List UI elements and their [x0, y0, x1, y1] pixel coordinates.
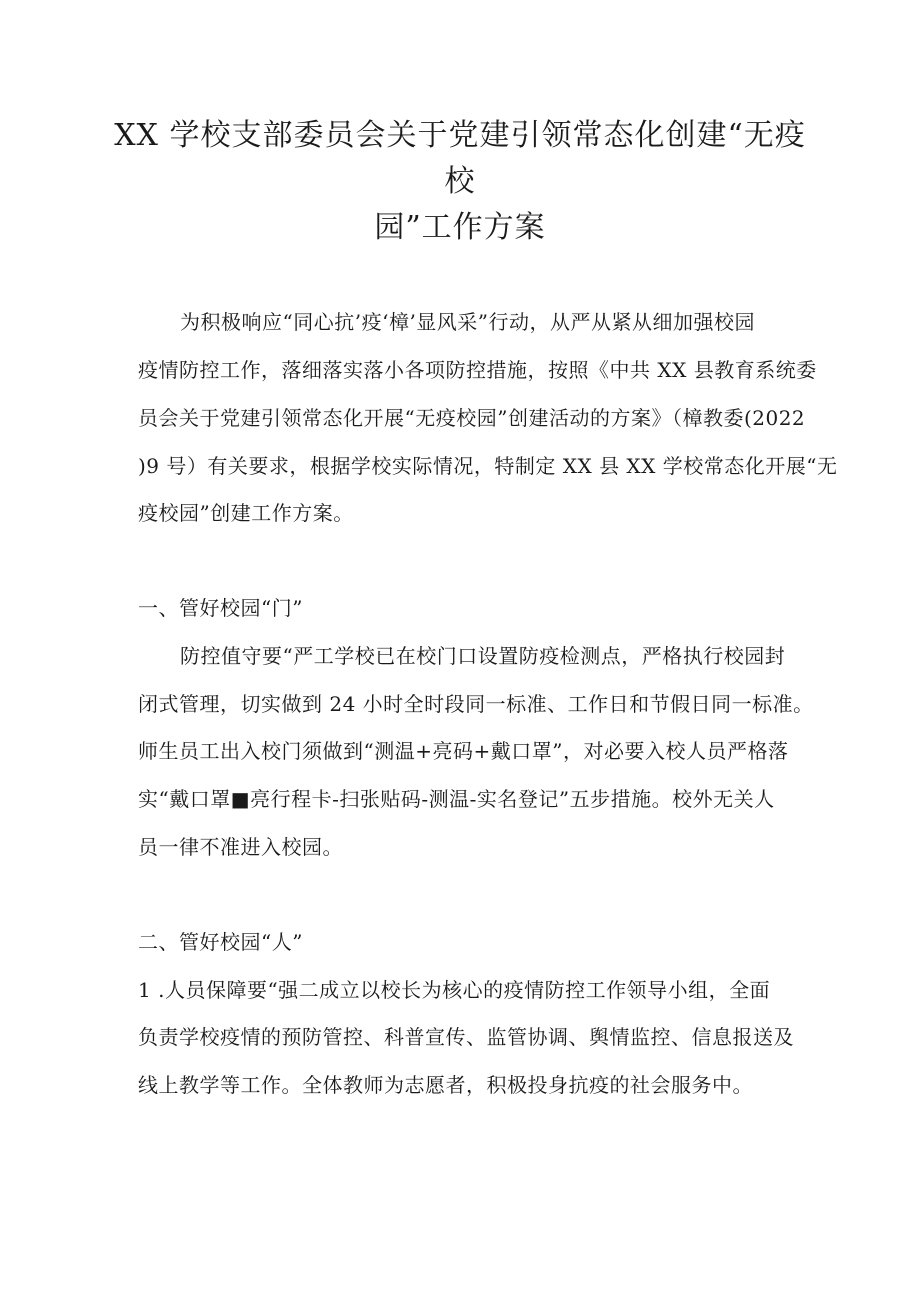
section-1-line-2: 闭式管理，切实做到 24 小时全时段同一标准、工作日和节假日同一标准。 — [138, 692, 814, 716]
document-title-line-1: XX 学校支部委员会关于党建引领常态化创建“无疫 — [114, 118, 806, 153]
section-1-line-4: 实“戴口罩■亮行程卡-扫张贴码-测温-实名登记”五步措施。校外无关人 — [138, 787, 775, 811]
document-title-line-3: 园”工作方案 — [374, 210, 546, 245]
section-2-line-3: 线上教学等工作。全体教师为志愿者，积极投身抗疫的社会服务中。 — [138, 1073, 753, 1097]
section-2-line-1: 1 .人员保障要“强二成立以校长为核心的疫情防控工作领导小组，全面 — [138, 978, 771, 1002]
section-1-line-5: 员一律不准进入校园。 — [138, 835, 343, 859]
intro-line-4: )9 号）有关要求，根据学校实际情况，特制定 XX 县 XX 学校常态化开展“无 — [138, 454, 838, 478]
section-1-heading: 一、管好校园“门” — [138, 596, 303, 620]
section-1-line-3: 师生员工出入校门须做到“测温+亮码+戴口罩”，对必要入校人员严格落 — [138, 739, 789, 763]
intro-line-3: 员会关于党建引领常态化开展“无疫校园”创建活动的方案》（樟教委(2022 — [138, 406, 806, 430]
intro-line-5: 疫校园”创建工作方案。 — [138, 501, 354, 525]
section-1-line-1: 防控值守要“严工学校已在校门口设置防疫检测点，严格执行校园封 — [180, 644, 786, 668]
document-title-line-2: 校 — [444, 164, 476, 199]
intro-line-2: 疫情防控工作，落细落实落小各项防控措施，按照《中共 XX 县教育系统委 — [138, 358, 817, 382]
intro-line-1: 为积极响应“同心抗’疫‘樟’显风采”行动，从严从紧从细加强校园 — [180, 310, 756, 334]
section-2-heading: 二、管好校园“人” — [138, 930, 303, 954]
section-2-line-2: 负责学校疫情的预防管控、科普宣传、监管协调、舆情监控、信息报送及 — [138, 1025, 794, 1049]
